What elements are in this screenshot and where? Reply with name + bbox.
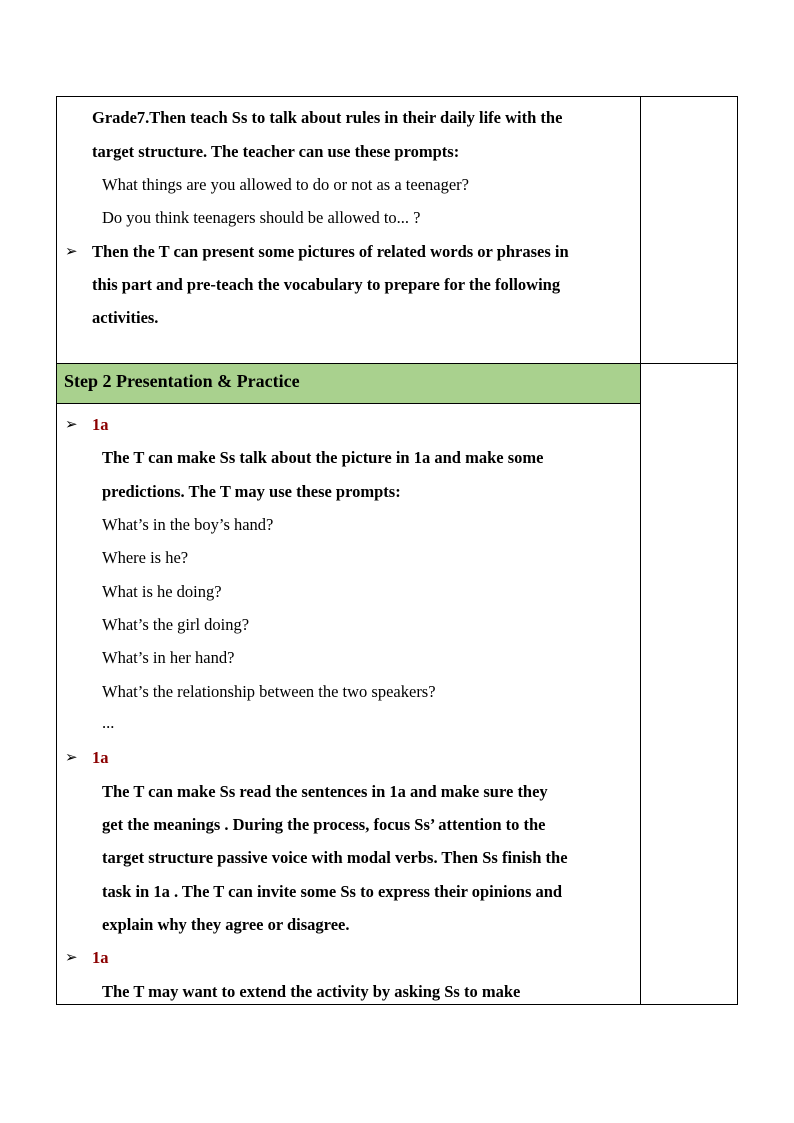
prompt-line: Do you think teenagers should be allowed to... ? [102,208,421,227]
prompt-line: What’s in her hand? [102,648,235,667]
arrow-bullet-icon: ➢ [65,417,78,433]
prompt-line: What things are you allowed to do or not as a teenager? [102,175,469,194]
arrow-bullet-icon: ➢ [65,950,78,966]
step-header [57,364,640,403]
activity-label: 1a [92,748,109,767]
text-line: this part and pre-teach the vocabulary to prepare for the following [92,275,561,294]
text-line: The T can make Ss read the sentences in 1a and make sure they [102,782,548,801]
prompt-line: Where is he? [102,548,189,567]
text-line: The T can make Ss talk about the picture in 1a and make some [102,448,544,467]
lesson-plan-table [56,96,738,1005]
text-line: task in 1a . The T can invite some Ss to express their opinions and [102,882,563,901]
activity-label: 1a [92,415,109,434]
text-line: activities. [92,308,159,327]
arrow-bullet-icon: ➢ [65,750,78,766]
arrow-bullet-icon: ➢ [65,244,78,260]
text-line: explain why they agree or disagree. [102,915,350,934]
prompt-line: What’s in the boy’s hand? [102,515,274,534]
text-line: target structure passive voice with modal verbs. Then Ss finish the [102,848,568,867]
text-line: The T may want to extend the activity by asking Ss to make [102,982,521,1001]
text-line: get the meanings . During the process, focus Ss’ attention to the [102,815,546,834]
step-title: Step 2 Presentation & Practice [64,371,300,391]
prompt-line: What is he doing? [102,582,222,601]
text-line: target structure. The teacher can use these prompts: [92,142,460,161]
column-divider [640,97,641,1004]
text-line: Then the T can present some pictures of related words or phrases in [92,242,569,261]
text-line: Grade7.Then teach Ss to talk about rules in their daily life with the [92,108,563,127]
activity-label: 1a [92,948,109,967]
prompt-line: What’s the relationship between the two speakers? [102,682,436,701]
prompt-line: What’s the girl doing? [102,615,250,634]
header-divider [57,403,640,404]
text-line: predictions. The T may use these prompts: [102,482,401,501]
prompt-line: ... [102,713,115,732]
